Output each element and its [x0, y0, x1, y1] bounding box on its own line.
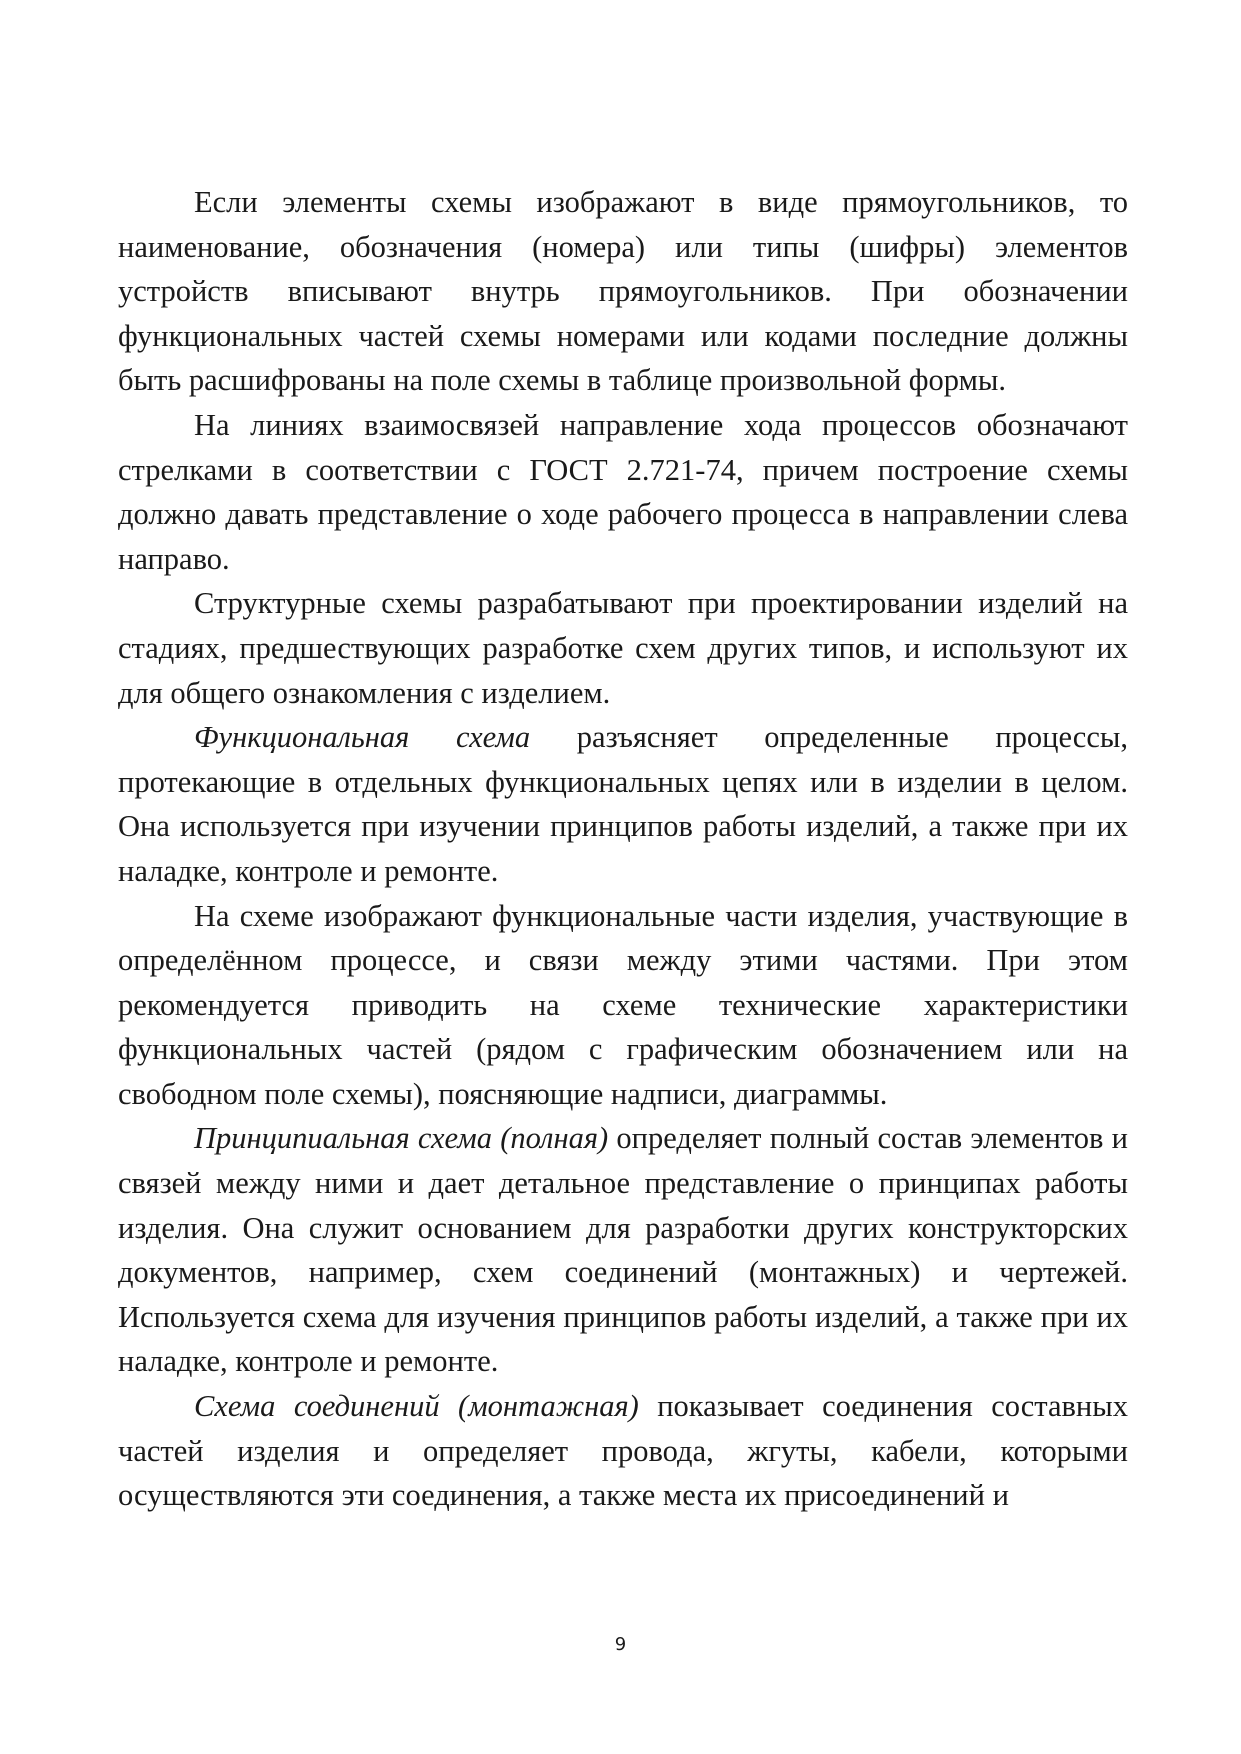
term-functional-scheme: Функциональная схема	[194, 720, 531, 755]
paragraph-7	[118, 1384, 1128, 1518]
paragraph-6-text: определяет полный состав элементов и связей между ними и дает детальное представление о принципах работы изделия. Она служит основанием для разработки других конструкторских документов, например, схем соединений (монтажных) и чертежей. Используется схема для изучения принципов работы изделий, а также при их наладке, контроле и ремонте.	[118, 1121, 1128, 1379]
term-connection-scheme: Схема соединений (монтажная)	[194, 1389, 639, 1424]
paragraph-1	[118, 180, 1128, 403]
paragraph-3-text: Структурные схемы разрабатывают при проектировании изделий на стадиях, предшествующих разработке схем других типов, и используют их для общего ознакомления с изделием.	[118, 586, 1128, 710]
paragraph-1-text: Если элементы схемы изображают в виде прямоугольников, то наименование, обозначения (номера) или типы (шифры) элементов устройств вписывают внутрь прямоугольников. При обозначении функциональных частей схемы номерами или кодами последние должны быть расшифрованы на поле схемы в таблице произвольной формы.	[118, 185, 1128, 398]
paragraph-7-text: показывает соединения составных частей изделия и определяет провода, жгуты, кабели, которыми осуществляются эти соединения, а также места их присоединений и	[118, 1389, 1128, 1513]
paragraph-2	[118, 403, 1128, 581]
paragraph-5-text: На схеме изображают функциональные части изделия, участвующие в определённом процессе, и связи между этими частями. При этом рекомендуется приводить на схеме технические характеристики функциональных частей (рядом с графическим обозначением или на свободном поле схемы), поясняющие надписи, диаграммы.	[118, 898, 1128, 1111]
page-body	[118, 180, 1128, 1518]
paragraph-5	[118, 894, 1128, 1117]
page-number: 9	[614, 1634, 627, 1655]
paragraph-4-text: разъясняет определенные процессы, протекающие в отдельных функциональных цепях или в изделии в целом. Она используется при изучении принципов работы изделий, а также при их наладке, контроле и ремонте.	[118, 720, 1128, 888]
paragraph-6	[118, 1116, 1128, 1384]
paragraph-3	[118, 581, 1128, 715]
term-principal-scheme: Принципиальная схема (полная)	[194, 1121, 609, 1156]
paragraph-2-text: На линиях взаимосвязей направление хода процессов обозначают стрелками в соответствии с ГОСТ 2.721-74, причем построение схемы должно давать представление о ходе рабочего процесса в направлении слева направо.	[118, 407, 1128, 576]
paragraph-4	[118, 715, 1128, 893]
